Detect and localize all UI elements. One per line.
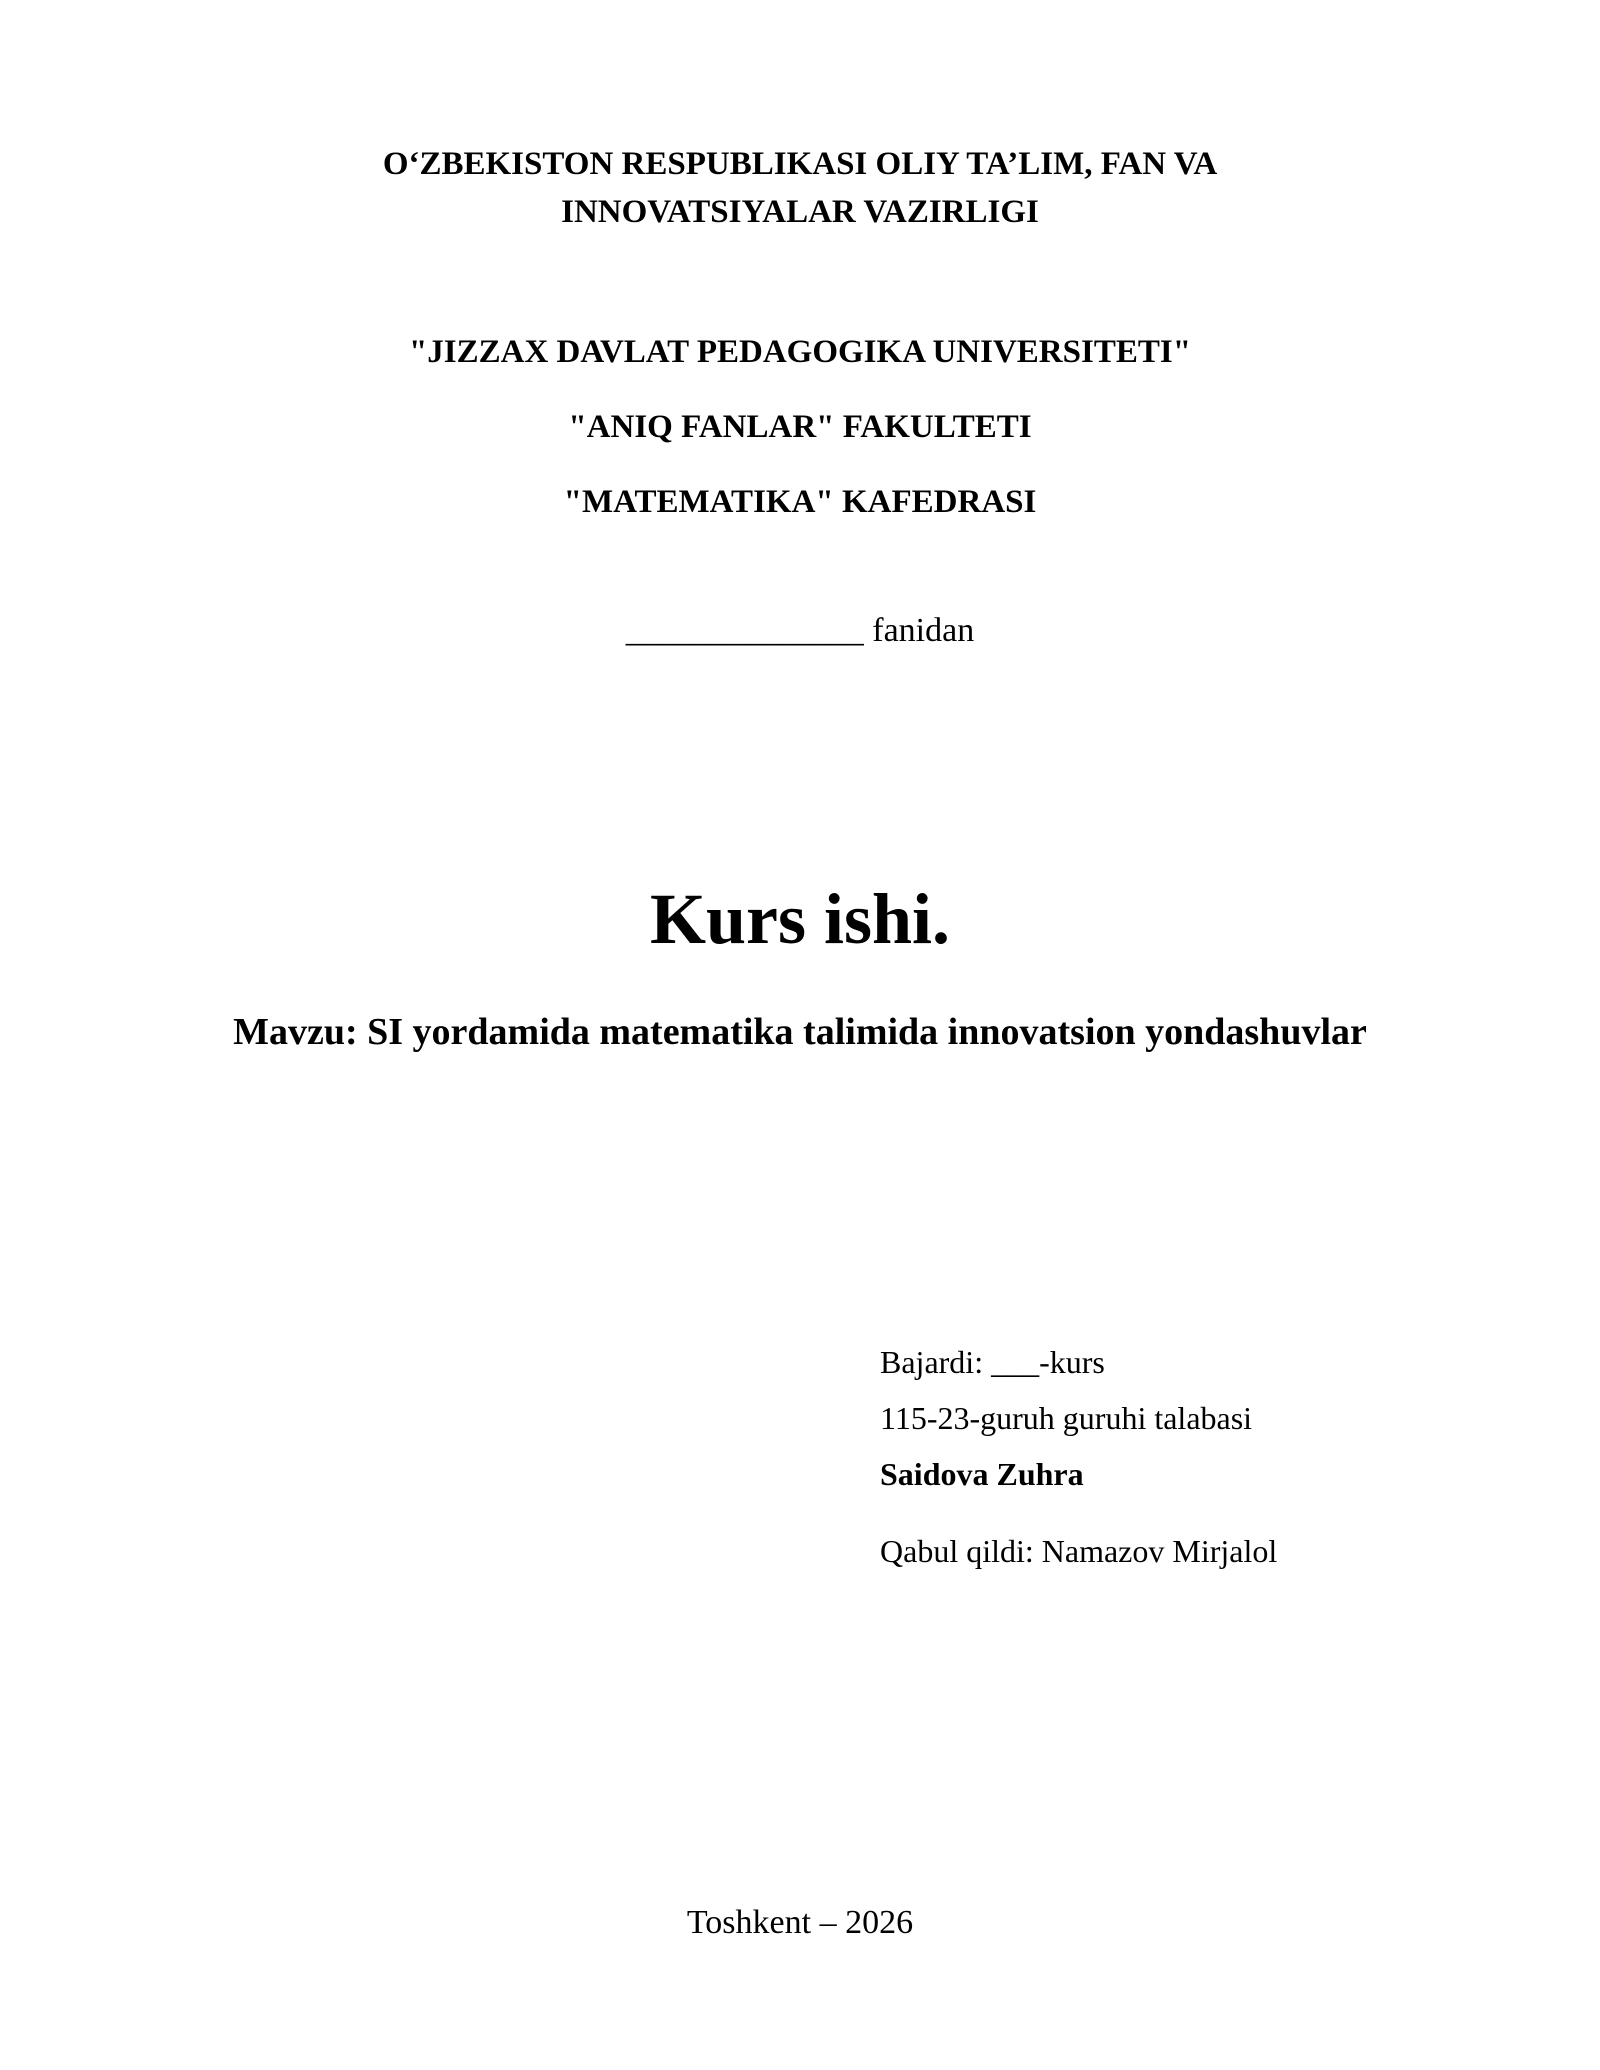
document-title: Kurs ishi. [649,879,951,959]
subject-line: ______________ fanidan [625,612,975,649]
city-year-footer: Toshkent – 2026 [686,1904,914,1941]
document-topic: Mavzu: SI yordamida matematika talimida innovatsion yondashuvlar [233,1011,1367,1053]
accepted-by-line: Qabul qildi: Namazov Mirjalol [880,1533,1278,1569]
faculty-name: "ANIQ FANLAR" FAKULTETI [568,409,1032,445]
department-name: "MATEMATIKA" KAFEDRASI [563,484,1037,520]
performed-by-line: Bajardi: ___-kurs [880,1344,1105,1380]
student-group-line: 115-23-guruh guruhi talabasi [880,1400,1253,1436]
ministry-name-line-2: INNOVATSIYALAR VAZIRLIGI [561,194,1039,230]
ministry-name-line-1: O‘ZBEKISTON RESPUBLIKASI OLIY TA’LIM, FAN VA [382,146,1218,182]
university-name: "JIZZAX DAVLAT PEDAGOGIKA UNIVERSITETI" [408,334,1192,370]
student-name: Saidova Zuhra [880,1456,1084,1492]
